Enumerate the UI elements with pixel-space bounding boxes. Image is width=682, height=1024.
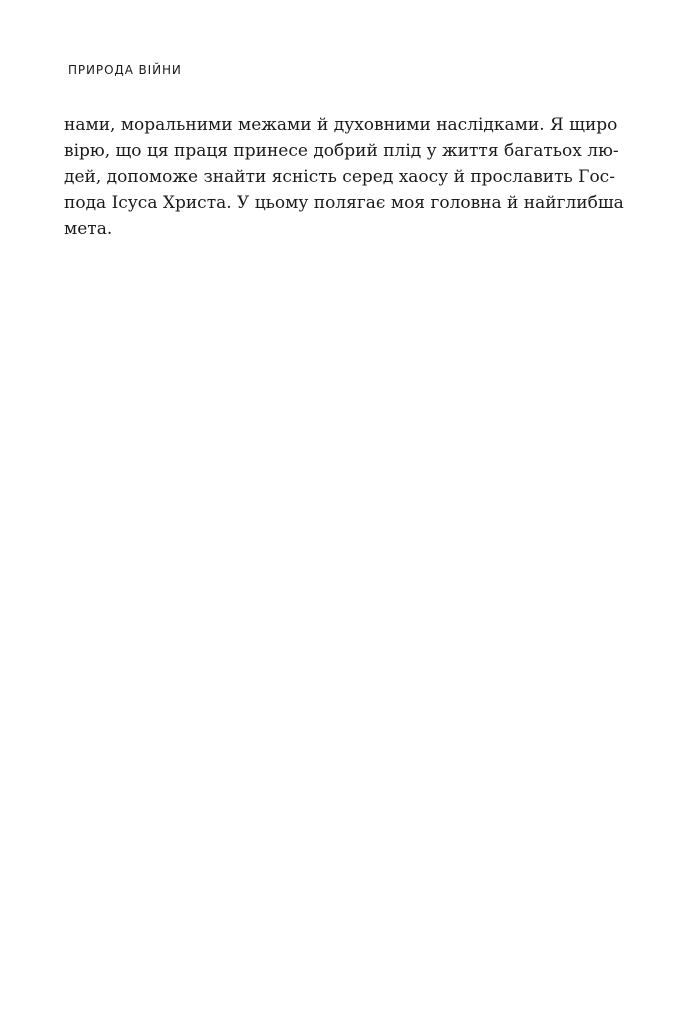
- text-line: мета.: [64, 219, 113, 239]
- text-line: пода Ісуса Христа. У цьому полягає моя головна й найглибша: [64, 193, 624, 213]
- text-line: дей, допоможе знайти ясність серед хаосу й прославить Гос-: [64, 167, 615, 187]
- body-paragraph: [64, 112, 624, 242]
- running-header: ПРИРОДА ВІЙНИ: [68, 63, 182, 77]
- text-line: нами, моральними межами й духовними наслідками. Я щиро: [64, 115, 618, 135]
- text-line: вірю, що ця праця принесе добрий плід у життя багатьох лю-: [64, 141, 619, 161]
